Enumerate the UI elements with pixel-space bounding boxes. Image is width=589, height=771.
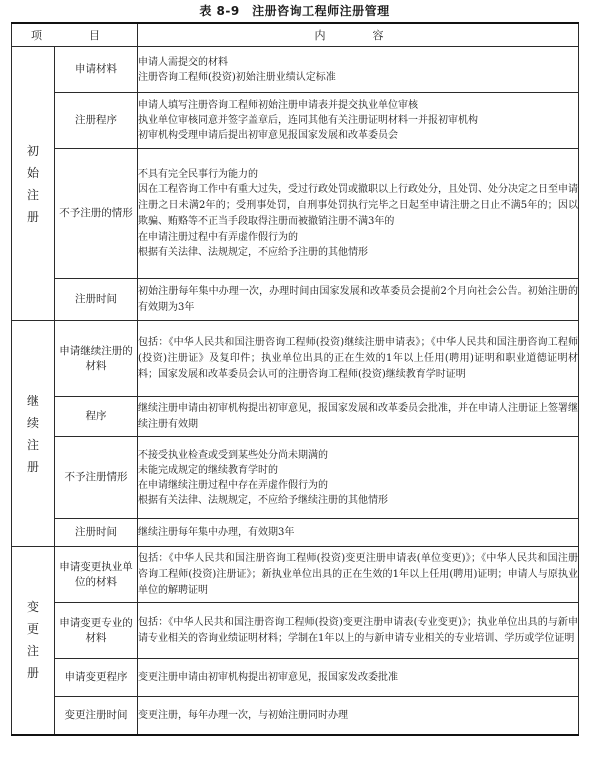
row-item: 申请变更执业单位的材料 — [55, 547, 138, 603]
table-row — [12, 149, 579, 279]
row-item: 申请继续注册的材料 — [55, 321, 138, 397]
row-content: 初始注册每年集中办理一次，办理时间由国家发展和改革委员会提前2个月向社会公告。初始注册的有效期为3年 — [138, 279, 579, 321]
row-item: 不予注册的情形 — [55, 149, 138, 279]
table-row — [12, 519, 579, 547]
row-item: 不予注册情形 — [55, 437, 138, 519]
header-item: 项 目 — [12, 23, 138, 47]
header-content: 内 容 — [138, 23, 579, 47]
table-header-row — [12, 23, 579, 47]
row-content: 申请人需提交的材料 注册咨询工程师(投资)初始注册业绩认定标准 — [138, 47, 579, 93]
row-content: 包括：《中华人民共和国注册咨询工程师(投资)变更注册申请表(单位变更)》；《中华人民共和国注册咨询工程师(投资)注册证》；新执业单位出具的正在生效的1年以上任用(聘用)证明；申请人与原执业单位的解聘证明 — [138, 547, 579, 603]
table-row — [12, 279, 579, 321]
table-row — [12, 697, 579, 735]
table-row — [12, 603, 579, 659]
table-row — [12, 437, 579, 519]
table-row — [12, 547, 579, 603]
category-change: 变更注册 — [12, 547, 55, 735]
row-content: 变更注册申请由初审机构提出初审意见，报国家发改委批准 — [138, 659, 579, 697]
table-caption: 表 8-9 注册咨询工程师注册管理 — [199, 4, 390, 18]
registration-table — [11, 22, 579, 736]
row-item: 注册程序 — [55, 93, 138, 149]
row-content: 继续注册每年集中办理，有效期3年 — [138, 519, 579, 547]
row-content: 包括：《中华人民共和国注册咨询工程师(投资)继续注册申请表》；《中华人民共和国注册咨询工程师(投资)注册证》及复印件；执业单位出具的正在生效的1年以上任用(聘用)证明和职业道德证明材料；国家发展和改革委员会认可的注册咨询工程师(投资)继续教育学时证明 — [138, 321, 579, 397]
category-initial: 初始注册 — [12, 47, 55, 321]
row-item: 注册时间 — [55, 279, 138, 321]
table-row — [12, 93, 579, 149]
row-content: 继续注册申请由初审机构提出初审意见，报国家发展和改革委员会批准，并在申请人注册证上签署继续注册有效期 — [138, 397, 579, 437]
row-item: 注册时间 — [55, 519, 138, 547]
row-content: 申请人填写注册咨询工程师初始注册申请表并提交执业单位审核 执业单位审核同意并签字盖章后，连同其他有关注册证明材料一并报初审机构 初审机构受理申请后提出初审意见报国家发展和改革委员会 — [138, 93, 579, 149]
row-item: 申请材料 — [55, 47, 138, 93]
row-item: 申请变更程序 — [55, 659, 138, 697]
table-row — [12, 321, 579, 397]
row-content: 包括：《中华人民共和国注册咨询工程师(投资)变更注册申请表(专业变更)》；执业单位出具的与新申请专业相关的咨询业绩证明材料；学制在1年以上的与新申请专业相关的专业培训、学历或学位证明 — [138, 603, 579, 659]
table-row — [12, 397, 579, 437]
row-content: 不接受执业检查或受到某些处分尚未期满的 未能完成规定的继续教育学时的 在申请继续注册过程中存在弄虚作假行为的 根据有关法律、法规规定，不应给予继续注册的其他情形 — [138, 437, 579, 519]
category-renewal: 继续注册 — [12, 321, 55, 547]
row-content: 变更注册，每年办理一次，与初始注册同时办理 — [138, 697, 579, 735]
row-item: 变更注册时间 — [55, 697, 138, 735]
row-item: 申请变更专业的材料 — [55, 603, 138, 659]
table-row — [12, 659, 579, 697]
row-content: 不具有完全民事行为能力的 因在工程咨询工作中有重大过失，受过行政处罚或撤职以上行政处分，且处罚、处分决定之日至申请注册之日未满2年的；受刑事处罚，自刑事处罚执行完毕之日起至申请注册之日止不满5年的；因以欺骗、贿赂等不正当手段取得注册而被撤销注册不满3年的 在申请注册过程中有弄虚作假行为的 根据有关法律、法规规定，不应给予注册的其他情形 — [138, 149, 579, 279]
row-item: 程序 — [55, 397, 138, 437]
table-row — [12, 47, 579, 93]
